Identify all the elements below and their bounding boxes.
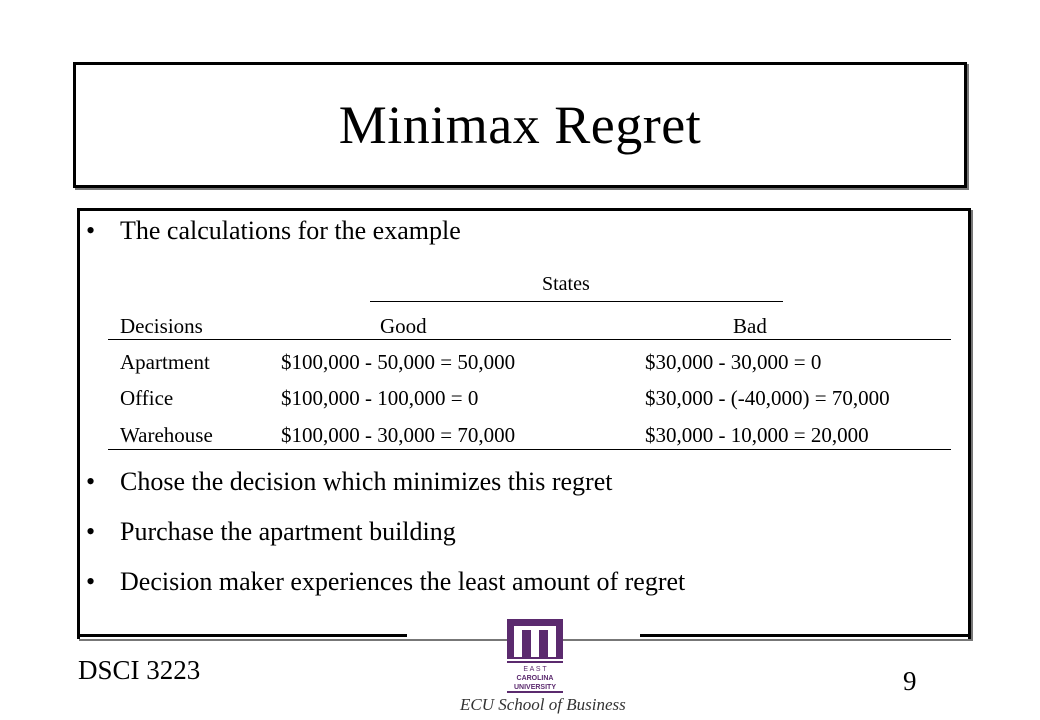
logo-line: E A S T: [523, 666, 547, 673]
bullet-dot: •: [86, 216, 96, 245]
slide-title: Minimax Regret: [338, 95, 702, 155]
ecu-logo-icon: [505, 617, 565, 702]
row-good: $100,000 - 100,000 = 0: [281, 386, 479, 410]
col-header-bad: Bad: [733, 314, 767, 338]
row-good: $100,000 - 30,000 = 70,000: [281, 423, 516, 447]
row-decision: Office: [120, 386, 174, 410]
bullet-text: Purchase the apartment building: [120, 517, 456, 546]
row-good: $100,000 - 50,000 = 50,000: [281, 350, 516, 374]
bullet-dot: •: [86, 567, 96, 596]
row-decision: Apartment: [120, 350, 210, 374]
bullet-text: Chose the decision which minimizes this regret: [120, 467, 613, 496]
content-box-bottom-left: [77, 634, 407, 637]
col-header-decisions: Decisions: [120, 314, 203, 338]
col-header-good: Good: [380, 314, 427, 338]
page-number: 9: [903, 666, 917, 696]
header-rule: [108, 339, 951, 340]
title-box: [73, 62, 967, 188]
states-underline: [370, 301, 783, 302]
bullet-text: Decision maker experiences the least amount of regret: [120, 567, 686, 596]
footer-rule: [108, 449, 951, 450]
bullet-dot: •: [86, 517, 96, 546]
row-bad: $30,000 - 30,000 = 0: [645, 350, 822, 374]
row-bad: $30,000 - (-40,000) = 70,000: [645, 386, 890, 410]
logo-line: CAROLINA: [516, 675, 554, 682]
logo-caption: ECU School of Business: [460, 695, 626, 714]
row-bad: $30,000 - 10,000 = 20,000: [645, 423, 869, 447]
content-box-bottom-right: [640, 634, 971, 637]
course-code: DSCI 3223: [78, 655, 201, 685]
logo-line: UNIVERSITY: [513, 684, 557, 691]
row-decision: Warehouse: [120, 423, 213, 447]
bullet-dot: •: [86, 467, 96, 496]
bullet-text: The calculations for the example: [120, 216, 461, 245]
states-header: States: [542, 273, 590, 295]
